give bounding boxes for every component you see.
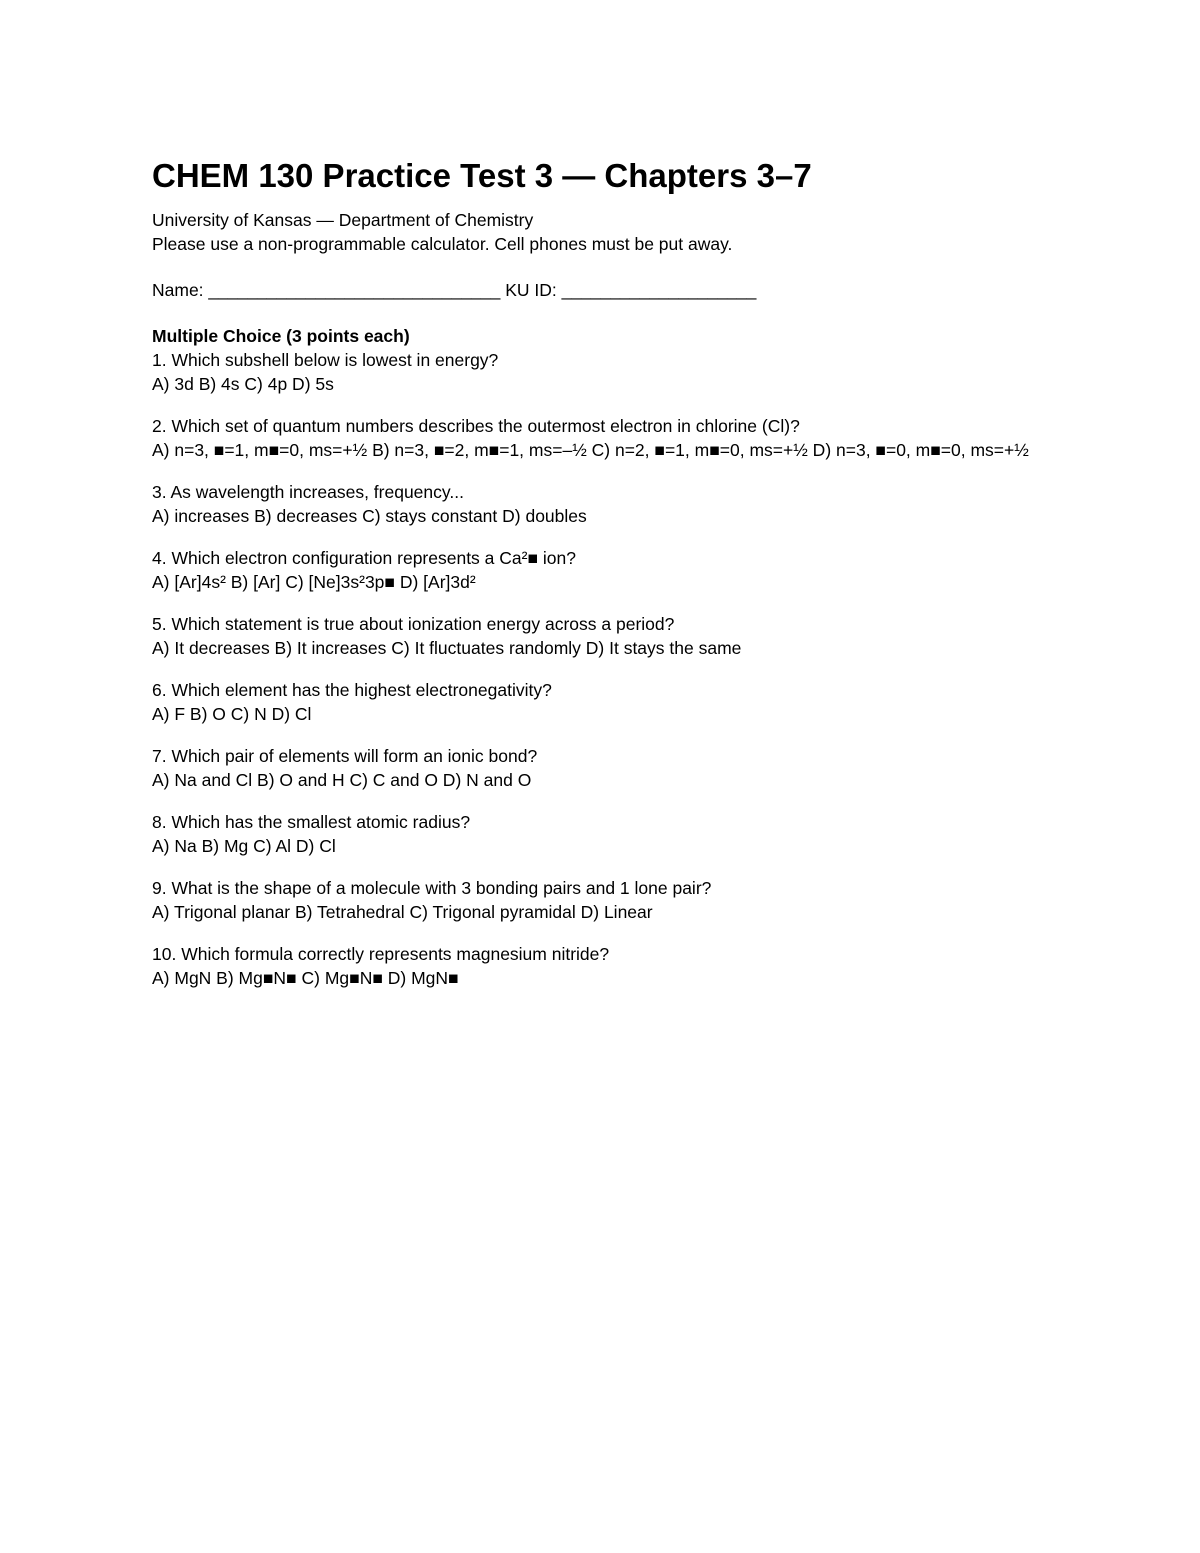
question-1 [152,348,1052,396]
question-6 [152,678,1052,726]
question-choices: A) MgN B) Mg■N■ C) Mg■N■ D) MgN■ [152,968,459,988]
question-8 [152,810,1052,858]
instructions-line: Please use a non-programmable calculator. Cell phones must be put away. [152,234,733,254]
question-choices: A) Na B) Mg C) Al D) Cl [152,836,336,856]
question-5 [152,612,1052,660]
question-stem: 1. Which subshell below is lowest in energy? [152,350,499,370]
question-choices: A) n=3, ■=1, m■=0, ms=+½ B) n=3, ■=2, m■=1, ms=–½ C) n=2, ■=1, m■=0, ms=+½ D) n=3, ■=0, m■=0, ms=+½ [152,440,1029,460]
question-stem: 6. Which element has the highest electronegativity? [152,680,552,700]
question-stem: 4. Which electron configuration represents a Ca²■ ion? [152,548,576,568]
question-choices: A) Trigonal planar B) Tetrahedral C) Trigonal pyramidal D) Linear [152,902,653,922]
question-7 [152,744,1052,792]
question-4 [152,546,1052,594]
question-2 [152,414,1052,462]
question-stem: 9. What is the shape of a molecule with 3 bonding pairs and 1 lone pair? [152,878,712,898]
page-title: CHEM 130 Practice Test 3 — Chapters 3–7 [152,157,812,194]
section-heading: Multiple Choice (3 points each) [152,326,410,346]
test-page [152,156,1052,1008]
question-choices: A) increases B) decreases C) stays constant D) doubles [152,506,587,526]
question-choices: A) It decreases B) It increases C) It fluctuates randomly D) It stays the same [152,638,742,658]
question-stem: 3. As wavelength increases, frequency... [152,482,464,502]
question-choices: A) 3d B) 4s C) 4p D) 5s [152,374,334,394]
question-9 [152,876,1052,924]
question-stem: 10. Which formula correctly represents magnesium nitride? [152,944,610,964]
institution-line: University of Kansas — Department of Chemistry [152,210,534,230]
question-3 [152,480,1052,528]
question-choices: A) [Ar]4s² B) [Ar] C) [Ne]3s²3p■ D) [Ar]3d² [152,572,476,592]
question-stem: 2. Which set of quantum numbers describes the outermost electron in chlorine (Cl)? [152,416,800,436]
name-id-fields: Name: ______________________________ KU ID: ____________________ [152,280,757,300]
question-choices: A) Na and Cl B) O and H C) C and O D) N and O [152,770,532,790]
question-choices: A) F B) O C) N D) Cl [152,704,312,724]
question-stem: 5. Which statement is true about ionization energy across a period? [152,614,675,634]
question-10 [152,942,1052,990]
question-stem: 8. Which has the smallest atomic radius? [152,812,471,832]
question-stem: 7. Which pair of elements will form an ionic bond? [152,746,538,766]
